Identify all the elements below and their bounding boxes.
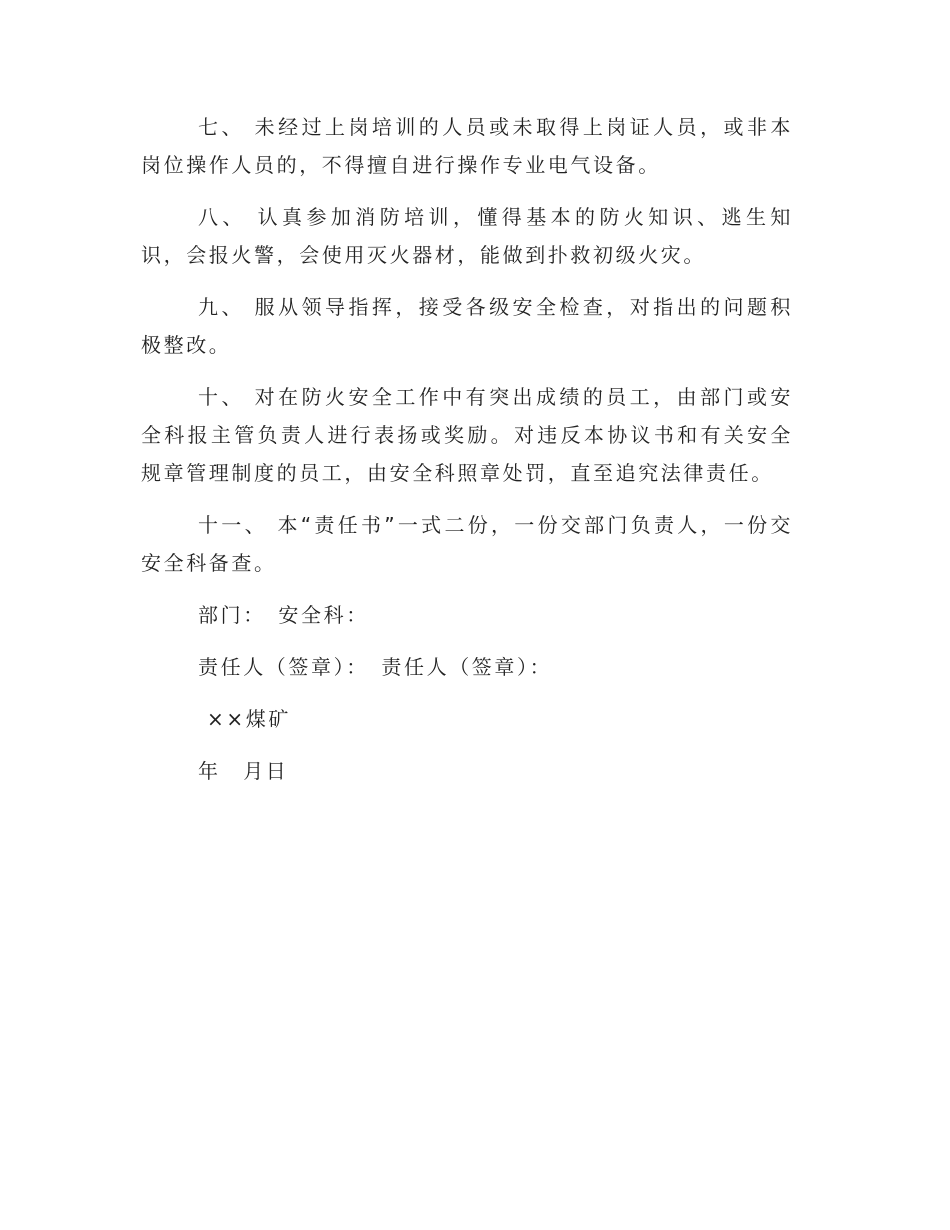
department-line: 部门： 安全科： (198, 603, 369, 627)
clause-11: 十一、 本“责任书”一式二份，一份交部门负责人，一份交安全科备查。 (141, 513, 793, 575)
clause-7: 七、 未经过上岗培训的人员或未取得上岗证人员，或非本岗位操作人员的，不得擅自进行操作专业电气设备。 (141, 115, 793, 177)
company-name: ××煤矿 (207, 707, 291, 731)
document-page (141, 108, 793, 804)
clause-9: 九、 服从领导指挥，接受各级安全检查，对指出的问题积极整改。 (141, 295, 793, 357)
clause-10: 十、 对在防火安全工作中有突出成绩的员工，由部门或安全科报主管负责人进行表扬或奖励。对违反本协议书和有关安全规章管理制度的员工，由安全科照章处罚，直至追究法律责任。 (141, 385, 793, 485)
signer-line: 责任人（签章）： 责任人（签章）： (198, 655, 553, 679)
date-line: 年 月日 (198, 759, 289, 783)
clause-8: 八、 认真参加消防培训，懂得基本的防火知识、逃生知识，会报火警，会使用灭火器材，能做到扑救初级火灾。 (141, 205, 793, 267)
